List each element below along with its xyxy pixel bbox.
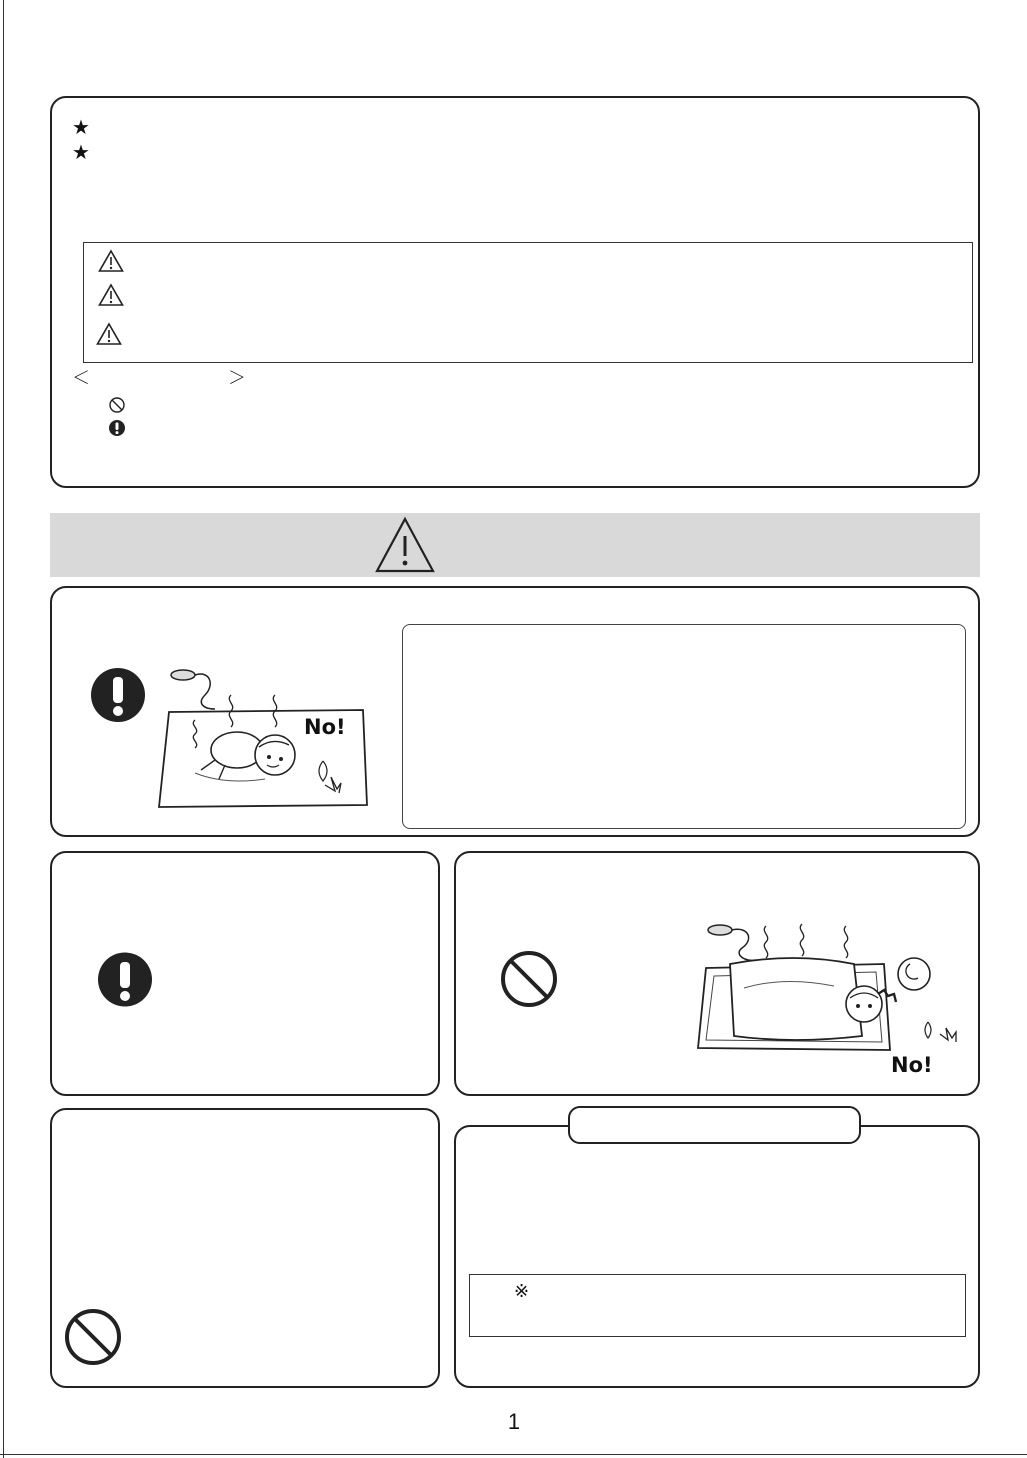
note-box [469,1274,966,1337]
prohibition-icon [64,1308,122,1366]
section-1-detail-panel [402,624,966,829]
warning-triangle-icon [98,249,124,273]
warning-triangle-icon [96,322,122,346]
prohibition-icon [108,396,126,414]
mandatory-action-icon [90,666,146,724]
page-number: 1 [507,1409,521,1434]
prohibition-icon [500,950,558,1008]
no-label: No! [891,1053,933,1077]
reference-mark: ※ [514,1281,530,1302]
signal-word-table [83,242,973,363]
mandatory-action-icon [108,419,126,437]
section-5-title-tab [568,1106,861,1144]
warning-section-5 [454,1125,980,1388]
baby-on-heating-mat-illustration [155,665,370,813]
warning-triangle-icon [374,516,436,574]
page-left-rule [3,0,4,1458]
no-label: No! [304,715,346,739]
star-bullet-1: ★ [72,115,90,139]
legend-open-bracket: ＜ [72,368,90,389]
legend-close-bracket: ＞ [228,368,246,389]
warning-triangle-icon [98,283,124,307]
mandatory-action-icon [97,951,153,1008]
star-bullet-2: ★ [72,140,90,164]
page-bottom-rule [0,1454,1027,1455]
child-under-blanket-illustration [694,918,969,1058]
warning-banner [50,513,980,577]
